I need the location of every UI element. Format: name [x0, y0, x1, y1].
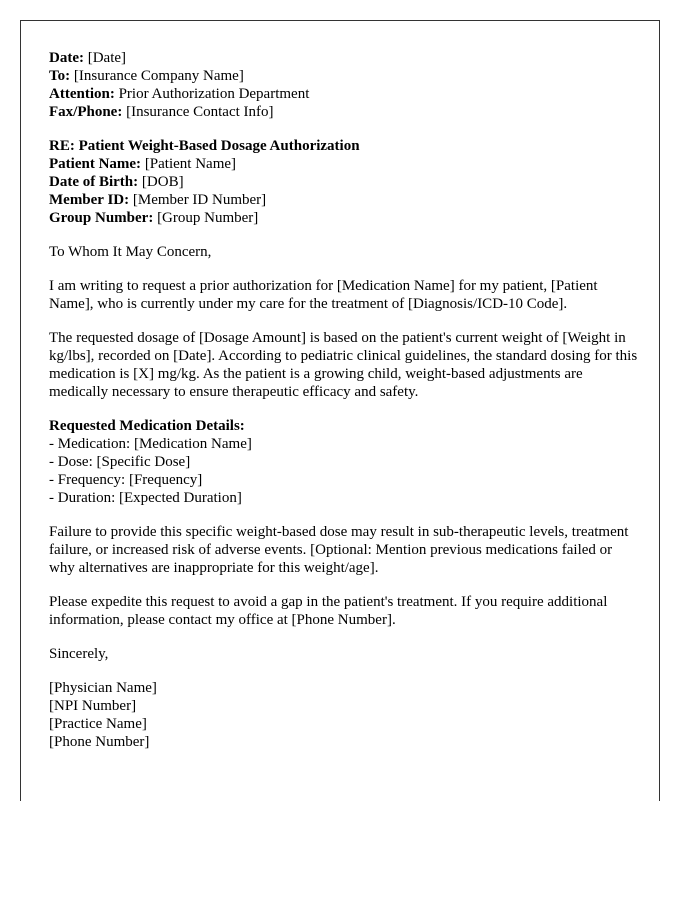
group-number-value: [Group Number] — [153, 210, 259, 226]
to-label: To: — [49, 68, 71, 84]
group-number-label: Group Number: — [49, 210, 154, 226]
signature-block — [49, 679, 641, 751]
patient-name-value: [Patient Name] — [141, 156, 237, 172]
medication-details — [49, 417, 641, 507]
dose-item: - Dose: [Specific Dose] — [49, 454, 191, 470]
fax-line — [49, 103, 641, 121]
date-line — [49, 49, 641, 67]
paragraph-dosage: The requested dosage of [Dosage Amount] is based on the patient's current weight of [Weight in kg/lbs], recorded on [Date]. According to pediatric clinical guidelines, the standard dosing for this medication is [X] mg/kg. As the patient is a growing child, weight-based adjustments are medically necessary to ensure therapeutic efficacy and safety. — [49, 330, 638, 400]
date-value: [Date] — [83, 50, 127, 66]
re-subject: RE: Patient Weight-Based Dosage Authorization — [49, 138, 360, 154]
paragraph-expedite: Please expedite this request to avoid a gap in the patient's treatment. If you require additional information, please contact my office at [Phone Number]. — [49, 594, 608, 628]
member-id-line — [49, 191, 641, 209]
dob-value: [DOB] — [138, 174, 184, 190]
dob-label: Date of Birth: — [49, 174, 139, 190]
medication-details-heading: Requested Medication Details: — [49, 418, 245, 434]
group-number-line — [49, 209, 641, 227]
attention-value: Prior Authorization Department — [114, 86, 310, 102]
salutation: To Whom It May Concern, — [49, 244, 212, 260]
phone-number: [Phone Number] — [49, 734, 150, 750]
letter-header — [49, 49, 641, 121]
dob-line — [49, 173, 641, 191]
frequency-item: - Frequency: [Frequency] — [49, 472, 203, 488]
attention-line — [49, 85, 641, 103]
to-value: [Insurance Company Name] — [70, 68, 244, 84]
member-id-label: Member ID: — [49, 192, 130, 208]
signoff: Sincerely, — [49, 646, 109, 662]
medication-item: - Medication: [Medication Name] — [49, 436, 252, 452]
fax-value: [Insurance Contact Info] — [122, 104, 274, 120]
to-line — [49, 67, 641, 85]
duration-item: - Duration: [Expected Duration] — [49, 490, 242, 506]
patient-name-line — [49, 155, 641, 173]
fax-label: Fax/Phone: — [49, 104, 123, 120]
patient-name-label: Patient Name: — [49, 156, 142, 172]
paragraph-risk: Failure to provide this specific weight-based dose may result in sub-therapeutic levels, treatment failure, or increased risk of adverse events. [Optional: Mention previous medications failed or why alternatives are inappropriate for this weight/age]. — [49, 524, 629, 576]
re-block — [49, 137, 641, 227]
member-id-value: [Member ID Number] — [129, 192, 267, 208]
npi-number: [NPI Number] — [49, 698, 137, 714]
date-label: Date: — [49, 50, 84, 66]
paragraph-request: I am writing to request a prior authorization for [Medication Name] for my patient, [Patient Name], who is currently under my care for the treatment of [Diagnosis/ICD-10 Code]. — [49, 278, 598, 312]
letter-body — [49, 49, 641, 767]
physician-name: [Physician Name] — [49, 680, 157, 696]
practice-name: [Practice Name] — [49, 716, 147, 732]
attention-label: Attention: — [49, 86, 115, 102]
